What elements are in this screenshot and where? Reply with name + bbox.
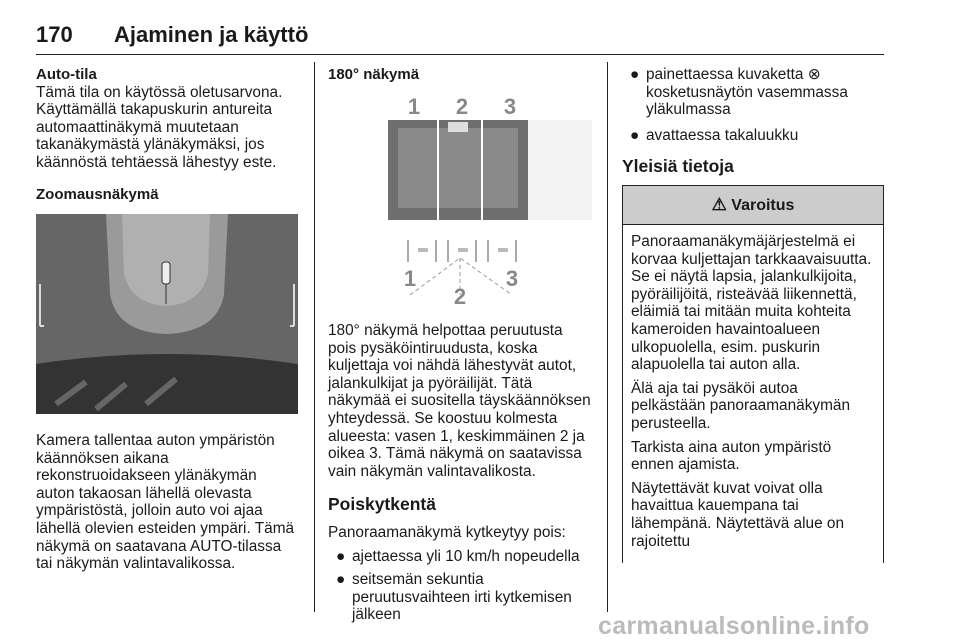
column-2-heading — [328, 66, 594, 84]
warning-body — [623, 225, 883, 550]
warning-title: Varoitus — [731, 197, 795, 214]
column-divider — [607, 62, 608, 612]
zoom-view-figure — [36, 214, 298, 414]
view-180-figure — [388, 90, 592, 306]
page-header — [36, 18, 884, 55]
warning-paragraph: Näytettävät kuvat voivat olla havaittua kauempana tai lähempänä. Näytettävä alue on rajoitettu — [631, 479, 845, 550]
zoom-text-block — [36, 432, 298, 573]
watermark: carmanualsonline.info — [598, 612, 870, 640]
list-item: ● ajettaessa yli 10 km/h nopeudella — [336, 547, 580, 565]
warning-paragraph: Älä aja tai pysäköi autoa pelkästään panoraamanäkymän perusteella. — [631, 379, 851, 432]
column-1 — [36, 66, 298, 203]
page-number: 170 — [36, 22, 73, 47]
figure-label: 3 — [505, 266, 519, 291]
page-title: Ajaminen ja käyttö — [114, 22, 309, 47]
view-text: 180° näkymä helpottaa peruutusta pois pysäköintiruudusta, koska kuljettaja voi nähdä lähestyvät autot, jalankulkijat ja pyöräilijät. Tätä näkymää ei suositella täyskäännöksen yhteydessä. Se koostuu kolmesta alueesta: vasen 1, keskimmäinen 2 ja oikea 3. Tämä näkymä on saatavissa vain näkymän valintavalikosta. — [328, 322, 591, 480]
figure-label: 1 — [403, 266, 417, 291]
column-divider — [314, 62, 315, 612]
figure-label: 2 — [455, 94, 469, 119]
column-3 — [622, 66, 886, 176]
auto-heading: Auto-tila — [36, 66, 97, 83]
warning-paragraph: Panoraamanäkymäjärjestelmä ei korvaa kuljettajan tarkkaavaisuutta. Se ei näytä lapsia, jalankulkijoita, pyöräilijöitä, risteävää liikennettä, eläimiä tai mitään muita kohteita kameroiden havaintoalueen ulkopuolella, esim. puskurin alapuolella tai auton alla. — [631, 233, 872, 374]
list-item: ● painettaessa kuvaketta ⊗ kosketusnäytön vasemmassa yläkulmassa — [630, 66, 848, 119]
general-heading: Yleisiä tietoja — [622, 156, 734, 177]
view-heading: 180° näkymä — [328, 66, 420, 83]
off-heading: Poiskytkentä — [328, 494, 436, 515]
warning-header — [623, 186, 883, 225]
figure-label: 3 — [503, 94, 517, 119]
off-intro: Panoraamanäkymä kytkeytyy pois: — [328, 523, 566, 541]
warning-paragraph: Tarkista aina auton ympäristö ennen ajamista. — [631, 438, 832, 474]
warning-box — [622, 185, 884, 563]
figure-label: 2 — [453, 284, 467, 306]
zoom-text: Kamera tallentaa auton ympäristön käännöksen aikana rekonstruoidakseen ylänäkymän auton takaosan lähellä olevasta ympäristöstä, jolloin auto voi ajaa lähellä olevien esteiden ympäri. Tämä näkymä on saatavana AUTO-tilassa tai näkymän valintavalikossa. — [36, 432, 295, 573]
zoom-heading: Zoomausnäkymä — [36, 185, 159, 203]
column-2-body — [328, 322, 594, 624]
list-item: ● seitsemän sekuntia peruutusvaihteen irti kytkemisen jälkeen — [336, 571, 572, 624]
list-item: ● avattaessa takaluukku — [630, 126, 799, 144]
figure-label: 1 — [407, 94, 421, 119]
warning-icon: ⚠ — [711, 195, 727, 214]
auto-text: Tämä tila on käytössä oletusarvona. Käyttämällä takapuskurin antureita automaattinäkymä muutetaan takanäkymästä ylänäkymäksi, jos käännöstä tehtäessä lähestyy este. — [36, 83, 283, 171]
